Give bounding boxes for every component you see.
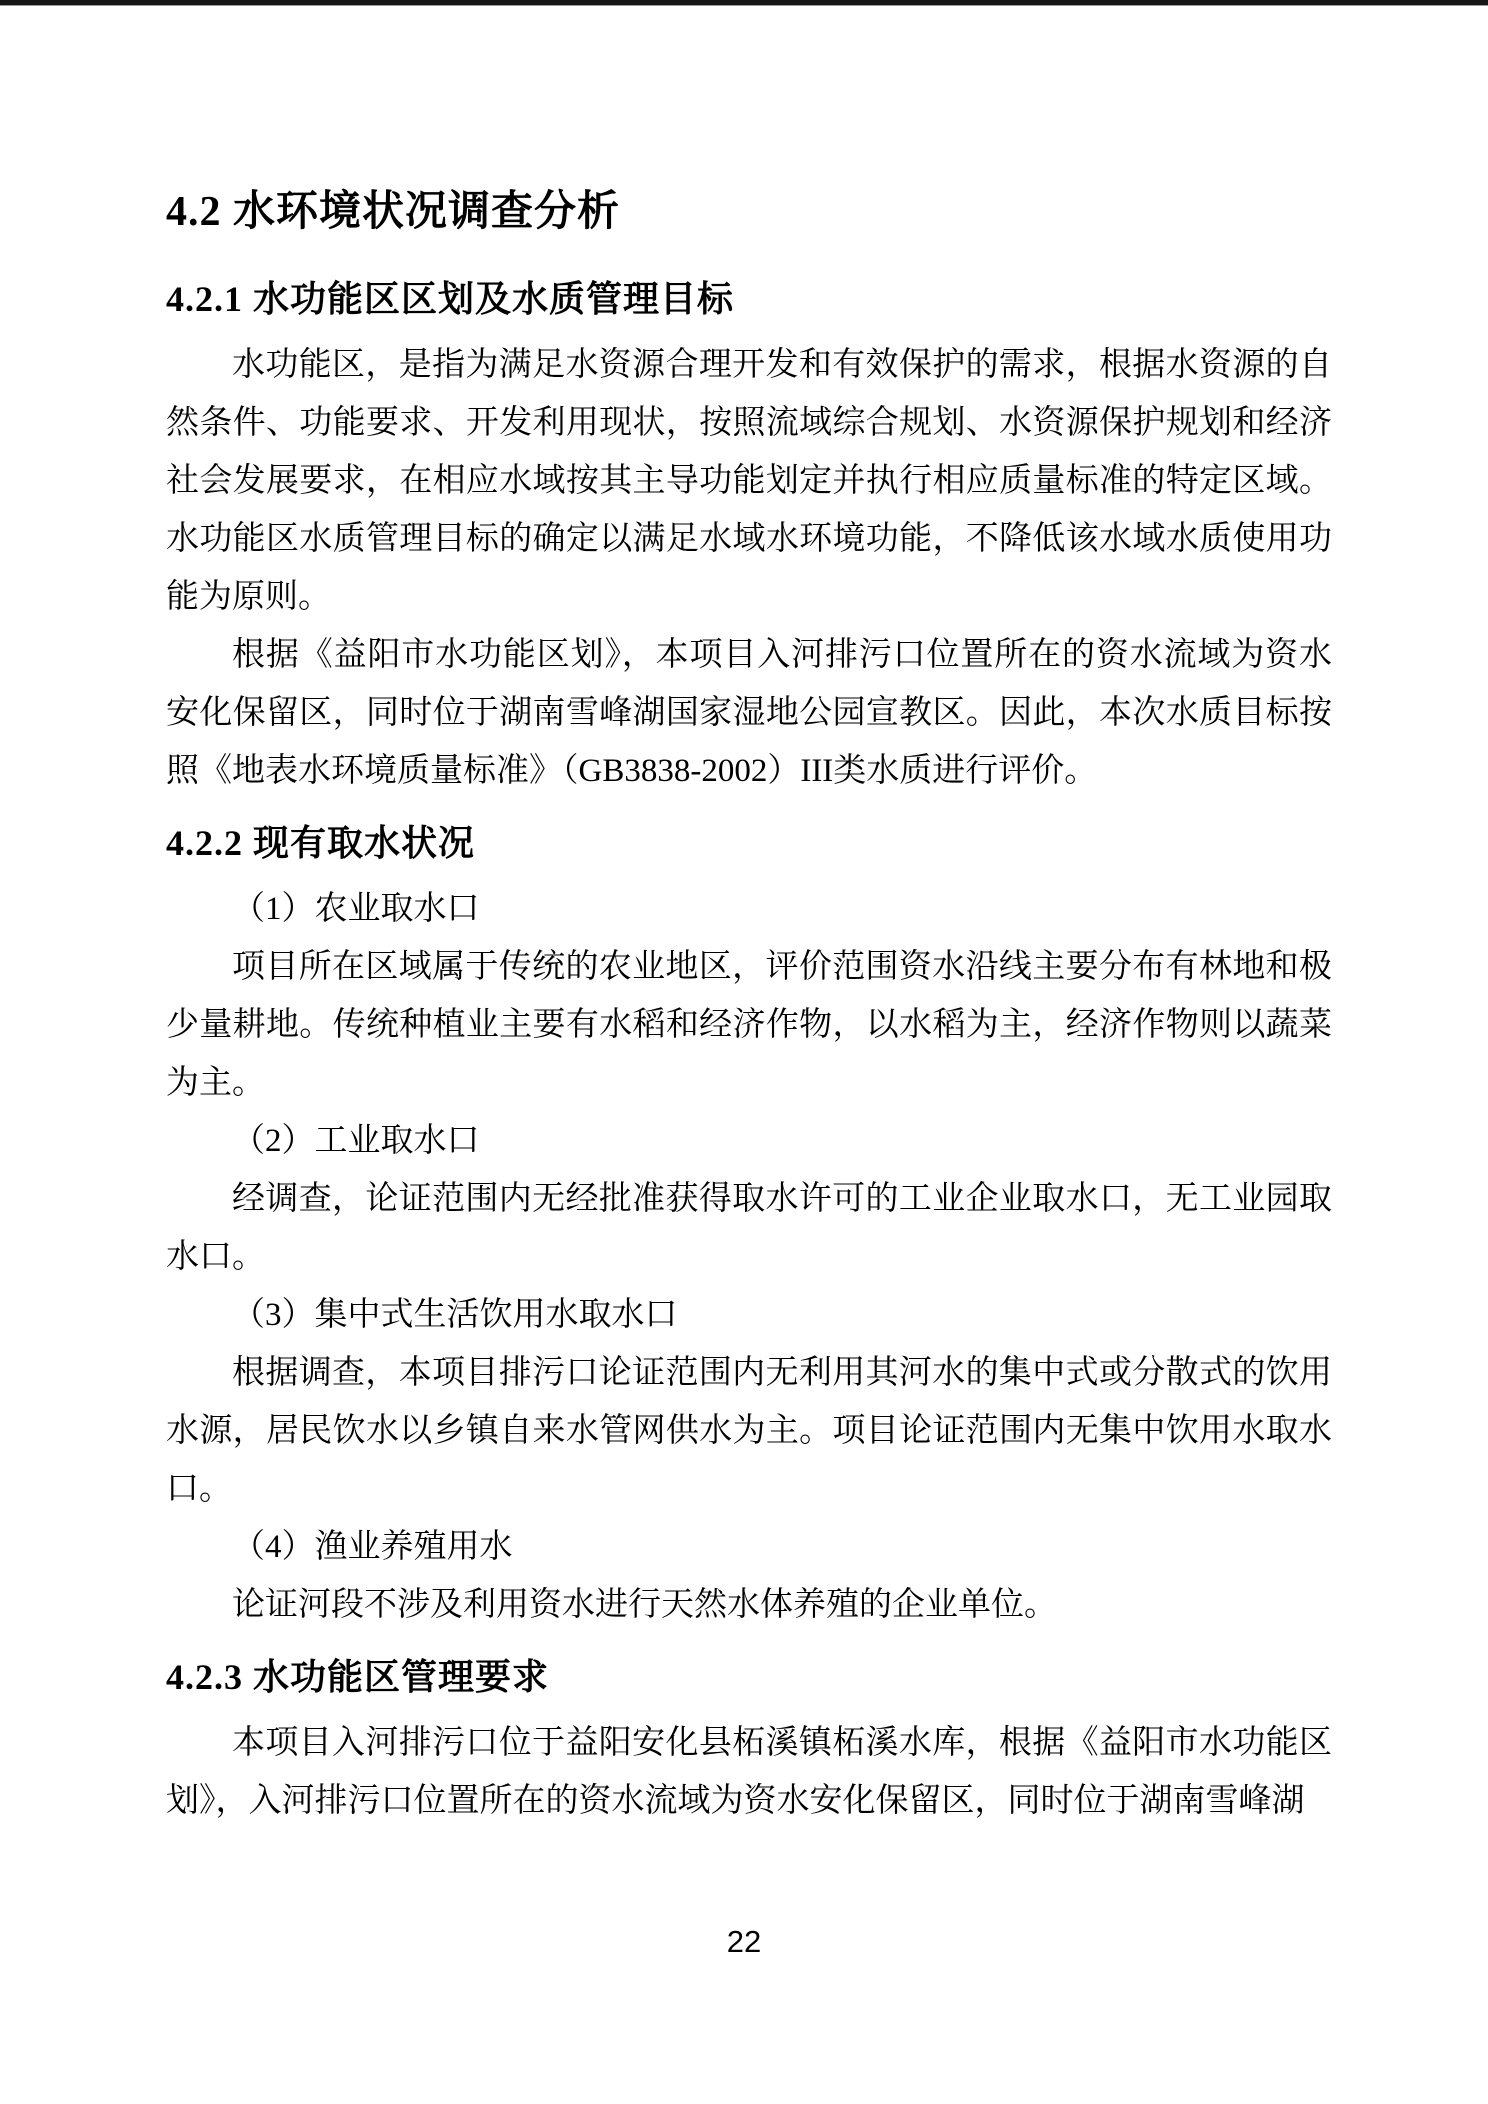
paragraph-fishery-water: 论证河段不涉及利用资水进行天然水体养殖的企业单位。 bbox=[232, 1587, 1057, 1623]
subsection-title-4-2-2: 4.2.2 现有取水状况 bbox=[166, 823, 476, 863]
paragraph-management-requirements: 本项目入河排污口位于益阳安化县柘溪镇柘溪水库，根据《益阳市水功能区划》，入河排污口位置所在的资水流域为资水安化保留区，同时位于湖南雪峰湖 bbox=[166, 1725, 1332, 1819]
subsection-title-4-2-1: 4.2.1 水功能区区划及水质管理目标 bbox=[166, 279, 735, 319]
document-content bbox=[166, 0, 1332, 1830]
sub-item-3-drinking-water-intake: （3）集中式生活饮用水取水口 bbox=[232, 1297, 678, 1333]
paragraph-industrial-intake: 经调查，论证范围内无经批准获得取水许可的工业企业取水口，无工业园取水口。 bbox=[166, 1181, 1332, 1275]
sub-item-1-agricultural-intake: （1）农业取水口 bbox=[232, 891, 480, 927]
page-number: 22 bbox=[726, 1924, 762, 1959]
paragraph-drinking-water-intake: 根据调查，本项目排污口论证范围内无利用其河水的集中式或分散式的饮用水源，居民饮水以乡镇自来水管网供水为主。项目论证范围内无集中饮用水取水口。 bbox=[166, 1355, 1332, 1507]
section-title-4-2: 4.2 水环境状况调查分析 bbox=[166, 189, 621, 235]
sub-item-4-fishery-water: （4）渔业养殖用水 bbox=[232, 1529, 513, 1565]
subsection-title-4-2-3: 4.2.3 水功能区管理要求 bbox=[166, 1657, 550, 1697]
sub-item-2-industrial-intake: （2）工业取水口 bbox=[232, 1123, 480, 1159]
paragraph-water-quality-target: 根据《益阳市水功能区划》，本项目入河排污口位置所在的资水流域为资水安化保留区，同时位于湖南雪峰湖国家湿地公园宣教区。因此，本次水质目标按照《地表水环境质量标准》（GB3838-2002）III类水质进行评价。 bbox=[166, 637, 1332, 789]
paragraph-water-function-zone-definition: 水功能区，是指为满足水资源合理开发和有效保护的需求，根据水资源的自然条件、功能要求、开发利用现状，按照流域综合规划、水资源保护规划和经济社会发展要求，在相应水域按其主导功能划定并执行相应质量标准的特定区域。水功能区水质管理目标的确定以满足水域水环境功能，不降低该水域水质使用功能为原则。 bbox=[166, 347, 1332, 615]
paragraph-agricultural-intake: 项目所在区域属于传统的农业地区，评价范围资水沿线主要分布有林地和极少量耕地。传统种植业主要有水稻和经济作物，以水稻为主，经济作物则以蔬菜为主。 bbox=[166, 949, 1332, 1101]
